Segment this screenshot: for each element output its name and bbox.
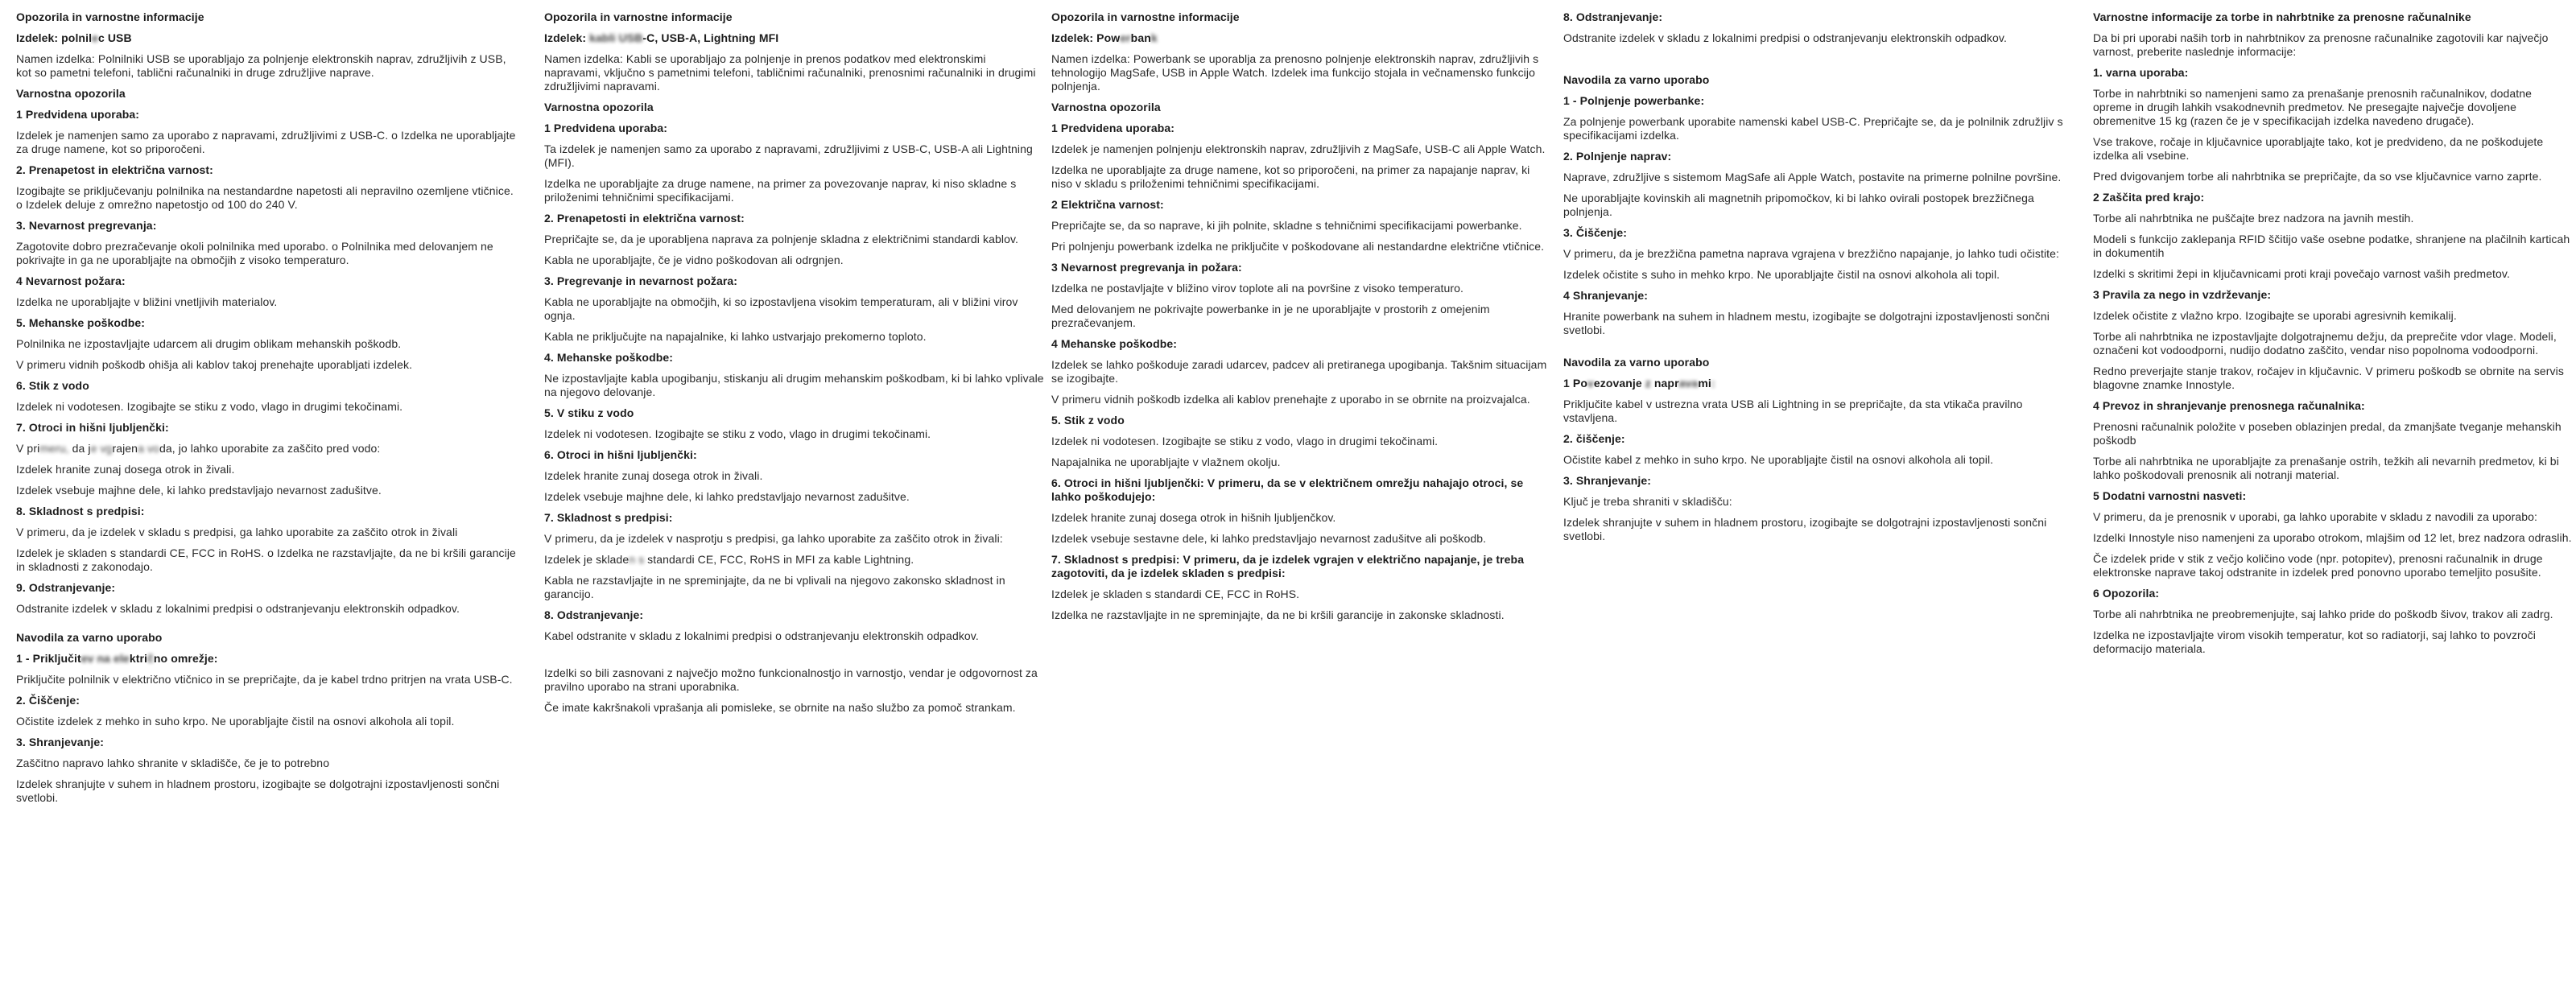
paragraph: Izdelek je skladen s standardi CE, FCC in RoHS. o Izdelka ne razstavljajte, da ne bi kršili garancije in skladnosti z zakonodajo. [16, 546, 516, 573]
paragraph: Vse trakove, ročaje in ključavnice uporabljajte tako, kot je predvideno, da ne poškodujete izdelka ali vsebine. [2093, 135, 2544, 162]
paragraph: Hranite powerbank na suhem in hladnem mestu, izogibajte se dolgotrajni izpostavljenosti sončni svetlobi. [1563, 310, 2050, 336]
paragraph: Izdelek očistite z vlažno krpo. Izogibajte se uporabi agresivnih kemikalij. [2093, 309, 2457, 322]
paragraph: Če izdelek pride v stik z večjo količino vode (npr. potopitev), prenosni računalnik in druge elektronske naprave takoj odstranite in izdelek pred ponovno uporabo temeljito posušite. [2093, 552, 2543, 579]
blurred-text: ev na ele [80, 652, 130, 665]
paragraph: Priključite kabel v ustrezna vrata USB ali Lightning in se prepričajte, da sta vtikača pravilno vstavljena. [1563, 398, 2023, 424]
paragraph: Namen izdelka: Polnilniki USB se uporabljajo za polnjenje elektronskih naprav, združljivih z USB, kot so pametni telefoni, tablični računalniki in druge združljive naprave. [16, 52, 506, 79]
section-heading: 8. Odstranjevanje: [544, 608, 644, 621]
section-heading: 4 Mehanske poškodbe: [1051, 337, 1178, 350]
paragraph: Da bi pri uporabi naših torb in nahrbtnikov za prenosne računalnike zagotovili kar največjo varnost, preberite naslednje informacije: [2093, 31, 2549, 58]
paragraph: Izdelek ni vodotesen. Izogibajte se stiku z vodo, vlago in drugimi tekočinami. [16, 400, 403, 413]
section-heading: Varnostna opozorila [16, 87, 126, 100]
paragraph: Izdelka ne uporabljajte za druge namene, na primer za povezovanje naprav, ki niso skladne s priloženimi tehničnimi specifikacijami. [544, 177, 1017, 204]
text-segment: Izdelek: polnil [16, 31, 93, 44]
column-2 [544, 10, 1045, 722]
paragraph: Prenosni računalnik položite v poseben oblazinjen predal, da zmanjšate tveganje mehanskih poškodb [2093, 420, 2562, 447]
section-heading: 1 Predvidena uporaba: [544, 122, 668, 134]
paragraph: Zaščitno napravo lahko shranite v skladišče, če je to potrebno [16, 757, 330, 769]
blurred-text: v [1587, 377, 1594, 390]
paragraph: Kabel odstranite v skladu z lokalnimi predpisi o odstranjevanju elektronskih odpadkov. [544, 629, 979, 642]
paragraph: Redno preverjajte stanje trakov, ročajev in ključavnic. V primeru poškodb se obrnite na servis blagovne znamke Innostyle. [2093, 365, 2564, 391]
text-segment: ezovanje [1593, 377, 1645, 390]
paragraph: Odstranite izdelek v skladu z lokalnimi predpisi o odstranjevanju elektronskih odpadkov. [16, 602, 460, 615]
column-1 [16, 10, 517, 812]
paragraph: Izdelka ne izpostavljajte virom visokih temperatur, kot so radiatorji, saj lahko to povzroči deformacijo materiala. [2093, 629, 2536, 655]
section-heading: 2. Polnjenje naprav: [1563, 150, 1672, 163]
paragraph: Če imate kakršnakoli vprašanja ali pomisleke, se obrnite na našo službo za pomoč strankam. [544, 701, 1016, 714]
section-heading: 7. Otroci in hišni ljubljenčki: [16, 421, 169, 434]
text-segment: V pri [16, 442, 40, 455]
section-heading: 1. varna uporaba: [2093, 66, 2189, 79]
paragraph: Torbe ali nahrbtnika ne izpostavljajte dolgotrajnemu dežju, da preprečite vdor vlage. Modeli, označeni kot vodoodporni, nudijo dodatno zaščito, vendar niso popolnoma vodoodporni. [2093, 330, 2557, 357]
paragraph: Namen izdelka: Kabli se uporabljajo za polnjenje in prenos podatkov med elektronskimi napravami, vključno s pametnimi telefoni, tabličnimi računalniki, prenosnimi računalniki in drugimi združljivimi napravami. [544, 52, 1036, 93]
paragraph: Izdelek ni vodotesen. Izogibajte se stiku z vodo, vlago in drugimi tekočinami. [544, 427, 931, 440]
section-heading: Varnostna opozorila [1051, 101, 1161, 113]
section-heading: 8. Odstranjevanje: [1563, 10, 1663, 23]
section-heading: Navodila za varno uporabo [1563, 73, 1710, 86]
section-heading: 6. Otroci in hišni ljubljenčki: [544, 448, 697, 461]
paragraph: Izdelki so bili zasnovani z največjo možno funkcionalnostjo in varnostjo, vendar je odgovornost za pravilno uporabo na strani uporabnika. [544, 666, 1038, 693]
blurred-text: er [1120, 31, 1131, 44]
paragraph: Izdelka ne uporabljajte v bližini vnetljivih materialov. [16, 295, 278, 308]
paragraph: Modeli s funkcijo zaklepanja RFID ščitijo vaše osebne podatke, shranjene na plačilnih karticah in dokumentih [2093, 233, 2570, 259]
section-heading: 2. Prenapetosti in električna varnost: [544, 212, 745, 225]
column-5 [2093, 10, 2573, 663]
section-heading: 5 Dodatni varnostni nasveti: [2093, 489, 2247, 502]
section-heading: 2. Prenapetost in električna varnost: [16, 163, 213, 176]
paragraph: Priključite polnilnik v električno vtičnico in se prepričajte, da je kabel trdno pritrjen na vrata USB-C. [16, 673, 513, 686]
section-heading [544, 31, 1045, 45]
paragraph: Napajalnika ne uporabljajte v vlažnem okolju. [1051, 456, 1281, 468]
paragraph: Kabla ne uporabljajte, če je vidno poškodovan ali odrgnjen. [544, 254, 844, 266]
paragraph: Izdelek shranjujte v suhem in hladnem prostoru, izogibajte se dolgotrajni izpostavljenosti sončni svetlobi. [16, 777, 500, 804]
column-4 [1563, 10, 2064, 550]
section-heading: 3. Shranjevanje: [1563, 474, 1651, 487]
paragraph: Izdelek hranite zunaj dosega otrok in živali. [544, 469, 763, 482]
paragraph: Ključ je treba shraniti v skladišču: [1563, 495, 1732, 508]
section-heading: Opozorila in varnostne informacije [16, 10, 204, 23]
paragraph: Kabla ne priključujte na napajalnike, ki lahko ustvarjajo prekomerno toploto. [544, 330, 927, 343]
paragraph: Zagotovite dobro prezračevanje okoli polnilnika med uporabo. o Polnilnika med delovanjem ne pokrivajte in ga ne uporabljajte na območjih z visoko temperaturo. [16, 240, 493, 266]
section-heading: 6 Opozorila: [2093, 587, 2160, 600]
section-heading: 5. V stiku z vodo [544, 406, 634, 419]
paragraph: Izdelek hranite zunaj dosega otrok in hišnih ljubljenčkov. [1051, 511, 1336, 524]
paragraph: Odstranite izdelek v skladu z lokalnimi predpisi o odstranjevanju elektronskih odpadkov. [1563, 31, 2007, 44]
section-heading: 9. Odstranjevanje: [16, 581, 116, 594]
paragraph: Izdelek se lahko poškoduje zaradi udarcev, padcev ali pretiranega upogibanja. Takšnim situacijam se izogibajte. [1051, 358, 1547, 385]
paragraph: Pri polnjenju powerbank izdelka ne priključite v poškodovane ali nestandardne električne vtičnice. [1051, 240, 1545, 253]
paragraph: Izdelek očistite s suho in mehko krpo. Ne uporabljajte čistil na osnovi alkohola ali topil. [1563, 268, 2000, 281]
paragraph: Kabla ne razstavljajte in ne spreminjajte, da ne bi vplivali na njegovo zakonsko skladnost in garancijo. [544, 574, 1005, 600]
paragraph: V primeru, da je izdelek v skladu s predpisi, ga lahko uporabite za zaščito otrok in živali [16, 526, 458, 538]
paragraph: Izdelki s skritimi žepi in ključavnicami proti kraji povečajo varnost vaših predmetov. [2093, 267, 2510, 280]
paragraph: Prepričajte se, da je uporabljena naprava za polnjenje skladna z električnimi standardi kablov. [544, 233, 1019, 245]
section-heading: Opozorila in varnostne informacije [544, 10, 733, 23]
paragraph: Torbe ali nahrbtnika ne uporabljajte za prenašanje ostrih, težkih ali nevarnih predmetov, ki bi lahko poškodovali prenosnik ali notranji material. [2093, 455, 2559, 481]
section-heading: 4 Shranjevanje: [1563, 289, 1648, 302]
paragraph: Ne izpostavljajte kabla upogibanju, stiskanju ali drugim mehanskim poškodbam, ki bi lahko vplivale na njegovo delovanje. [544, 372, 1044, 398]
blurred-text: meru, [39, 442, 69, 455]
text-segment: napr [1650, 377, 1679, 390]
section-heading: 7. Skladnost s predpisi: [544, 511, 673, 524]
section-heading [16, 652, 517, 666]
paragraph [16, 442, 517, 456]
blurred-text: a vo [138, 442, 159, 455]
text-segment: c USB [97, 31, 132, 44]
paragraph: Torbe ali nahrbtnika ne puščajte brez nadzora na javnih mestih. [2093, 212, 2414, 225]
paragraph: Izdelek vsebuje majhne dele, ki lahko predstavljajo nevarnost zadušitve. [544, 490, 910, 503]
text-segment: Izdelek: Pow [1051, 31, 1121, 44]
section-heading: 3. Čiščenje: [1563, 226, 1628, 239]
text-segment: ktri [129, 652, 148, 665]
paragraph: Torbe ali nahrbtnika ne preobremenjujte, saj lahko pride do poškodb šivov, trakov ali zadrg. [2093, 608, 2553, 621]
blurred-text: ava [1678, 377, 1699, 390]
section-heading: 3. Nevarnost pregrevanja: [16, 219, 157, 232]
blurred-text: e [92, 31, 98, 44]
blurred-text: e vg [90, 442, 113, 455]
paragraph: Izdelek hranite zunaj dosega otrok in živali. [16, 463, 235, 476]
section-heading: Navodila za varno uporabo [16, 631, 163, 644]
text-segment: no omrežje: [153, 652, 218, 665]
paragraph: Izdelek ni vodotesen. Izogibajte se stiku z vodo, vlago in drugimi tekočinami. [1051, 435, 1439, 447]
section-heading: 7. Skladnost s predpisi: V primeru, da je izdelek vgrajen v električno napajanje, je treba zagotoviti, da je izdelek skladen s predpisi: [1051, 553, 1525, 579]
paragraph: V primeru vidnih poškodb izdelka ali kablov prenehajte z uporabo in se obrnite na proizvajalca. [1051, 393, 1530, 406]
section-heading: 4. Mehanske poškodbe: [544, 351, 674, 364]
paragraph: Namen izdelka: Powerbank se uporablja za prenosno polnjenje elektronskih naprav, združljivih s tehnologijo MagSafe, USB in Apple Watch. Izdelek ima funkcijo stojala in večnamensko funkcijo polnjenja. [1051, 52, 1539, 93]
paragraph: Izdelka ne uporabljajte za druge namene, kot so priporočeni, na primer za napajanje naprav, ki niso v skladu s priloženimi tehničnimi specifikacijami. [1051, 163, 1530, 190]
section-heading: 1 Predvidena uporaba: [1051, 122, 1175, 134]
paragraph: V primeru, da je prenosnik v uporabi, ga lahko uporabite v skladu z navodili za uporabo: [2093, 510, 2538, 523]
paragraph: Pred dvigovanjem torbe ali nahrbtnika se prepričajte, da so vse ključavnice varno zaprte. [2093, 170, 2542, 183]
section-heading: 4 Prevoz in shranjevanje prenosnega računalnika: [2093, 399, 2365, 412]
section-heading: 1 Predvidena uporaba: [16, 108, 140, 121]
section-heading: 2. Čiščenje: [16, 694, 80, 707]
section-heading [1563, 377, 2064, 390]
paragraph: Torbe in nahrbtniki so namenjeni samo za prenašanje prenosnih računalnikov, dodatne opreme in drugih lahkih vsakodnevnih predmetov. Ne presegajte največje dovoljene obremenitve 15 kg (razen če je v specifikacijah izdelka navedeno drugače). [2093, 87, 2533, 127]
section-heading: 6. Stik z vodo [16, 379, 89, 392]
text-segment: 1 Po [1563, 377, 1587, 390]
paragraph: Izdelka ne postavljajte v bližino virov toplote ali na površine z visoko temperaturo. [1051, 282, 1463, 295]
paragraph: Izogibajte se priključevanju polnilnika na nestandardne napetosti ali nepravilno ozemljene vtičnice. o Izdelek deluje z omrežno napetostjo od 100 do 240 V. [16, 184, 514, 211]
paragraph: Izdelek vsebuje sestavne dele, ki lahko predstavljajo nevarnost zadušitve ali poškodb. [1051, 532, 1487, 545]
text-segment: da, jo lahko uporabite za zaščito pred vodo: [159, 442, 381, 455]
text-segment: Izdelek je sklade [544, 553, 630, 566]
blurred-text: z [1645, 377, 1651, 390]
section-heading: 2 Električna varnost: [1051, 198, 1164, 211]
section-heading: Navodila za varno uporabo [1563, 356, 1710, 369]
section-heading: 5. Mehanske poškodbe: [16, 316, 146, 329]
paragraph: Izdelek je namenjen polnjenju elektronskih naprav, združljivih z MagSafe, USB-C ali Apple Watch. [1051, 142, 1546, 155]
paragraph: Izdelek shranjujte v suhem in hladnem prostoru, izogibajte se dolgotrajni izpostavljenosti sončni svetlobi. [1563, 516, 2047, 542]
paragraph: Očistite kabel z mehko in suho krpo. Ne uporabljajte čistil na osnovi alkohola ali topil. [1563, 453, 1994, 466]
blurred-text: k [1150, 31, 1158, 44]
text-segment: mi [1698, 377, 1711, 390]
paragraph: Med delovanjem ne pokrivajte powerbanke in je ne uporabljajte v prostorih z omejenim prezračevanjem. [1051, 303, 1490, 329]
section-heading: 2. čiščenje: [1563, 432, 1625, 445]
text-segment: ban [1130, 31, 1151, 44]
text-segment: Izdelek: [544, 31, 590, 44]
text-segment: rajen [112, 442, 138, 455]
paragraph: V primeru vidnih poškodb ohišja ali kablov takoj prenehajte uporabljati izdelek. [16, 358, 413, 371]
paragraph: V primeru, da je izdelek v nasprotju s predpisi, ga lahko uporabite za zaščito otrok in živali: [544, 532, 1003, 545]
paragraph: Ne uporabljajte kovinskih ali magnetnih pripomočkov, ki bi lahko ovirali postopek brezžičnega polnjenja. [1563, 192, 2034, 218]
blurred-text: č [147, 652, 154, 665]
paragraph: Za polnjenje powerbank uporabite namenski kabel USB-C. Prepričajte se, da je polnilnik združljiv s specifikacijami izdelka. [1563, 115, 2063, 142]
paragraph: Očistite izdelek z mehko in suho krpo. Ne uporabljajte čistil na osnovi alkohola ali topil. [16, 715, 455, 728]
column-3 [1051, 10, 1552, 629]
paragraph: Izdelki Innostyle niso namenjeni za uporabo otrokom, mlajšim od 12 let, brez nadzora odraslih. [2093, 531, 2572, 544]
text-segment: standardi CE, FCC, RoHS in MFI za kable Lightning. [647, 553, 914, 566]
paragraph: V primeru, da je brezžična pametna naprava vgrajena v brezžično napajanje, jo lahko tudi očistite: [1563, 247, 2060, 260]
section-heading: 4 Nevarnost požara: [16, 274, 126, 287]
paragraph: Izdelek vsebuje majhne dele, ki lahko predstavljajo nevarnost zadušitve. [16, 484, 382, 497]
section-heading: Opozorila in varnostne informacije [1051, 10, 1240, 23]
section-heading: 5. Stik z vodo [1051, 414, 1125, 427]
section-heading: 3 Nevarnost pregrevanja in požara: [1051, 261, 1242, 274]
section-heading: 3 Pravila za nego in vzdrževanje: [2093, 288, 2272, 301]
section-heading: 6. Otroci in hišni ljubljenčki: V primeru, da se v električnem omrežju nahajajo otroci, se lahko poškodujejo: [1051, 476, 1524, 503]
section-heading: 3. Pregrevanje in nevarnost požara: [544, 274, 738, 287]
text-segment: 1 - Priključit [16, 652, 81, 665]
section-heading [16, 31, 517, 45]
paragraph: Prepričajte se, da so naprave, ki jih polnite, skladne s tehničnimi specifikacijami powerbanke. [1051, 219, 1522, 232]
section-heading: Varnostne informacije za torbe in nahrbtnike za prenosne računalnike [2093, 10, 2471, 23]
paragraph: Izdelek je namenjen samo za uporabo z napravami, združljivimi z USB-C. o Izdelka ne uporabljajte za druge namene, kot so priporočeni. [16, 129, 516, 155]
paragraph: Izdelek je skladen s standardi CE, FCC in RoHS. [1051, 588, 1300, 600]
paragraph: Ta izdelek je namenjen samo za uporabo z napravami, združljivimi z USB-C, USB-A ali Lightning (MFI). [544, 142, 1033, 169]
paragraph: Naprave, združljive s sistemom MagSafe ali Apple Watch, postavite na primerne polnilne površine. [1563, 171, 2062, 183]
section-heading: Varnostna opozorila [544, 101, 654, 113]
paragraph: Polnilnika ne izpostavljajte udarcem ali drugim oblikam mehanskih poškodb. [16, 337, 402, 350]
section-heading: 1 - Polnjenje powerbanke: [1563, 94, 1705, 107]
paragraph [544, 553, 1045, 567]
section-heading: 2 Zaščita pred krajo: [2093, 191, 2205, 204]
section-heading: 3. Shranjevanje: [16, 736, 104, 748]
paragraph: Kabla ne uporabljajte na območjih, ki so izpostavljena visokim temperaturam, ali v bližini virov ognja. [544, 295, 1018, 322]
paragraph: Izdelka ne razstavljajte in ne spreminjajte, da ne bi kršili garancije in zakonske skladnosti. [1051, 608, 1505, 621]
blurred-text: : [1711, 377, 1715, 390]
blurred-text: kabli USB [589, 31, 643, 44]
text-segment: -C, USB-A, Lightning MFI [642, 31, 779, 44]
section-heading [1051, 31, 1552, 45]
section-heading: 8. Skladnost s predpisi: [16, 505, 145, 517]
text-segment: da j [68, 442, 91, 455]
blurred-text: n s [629, 553, 648, 566]
